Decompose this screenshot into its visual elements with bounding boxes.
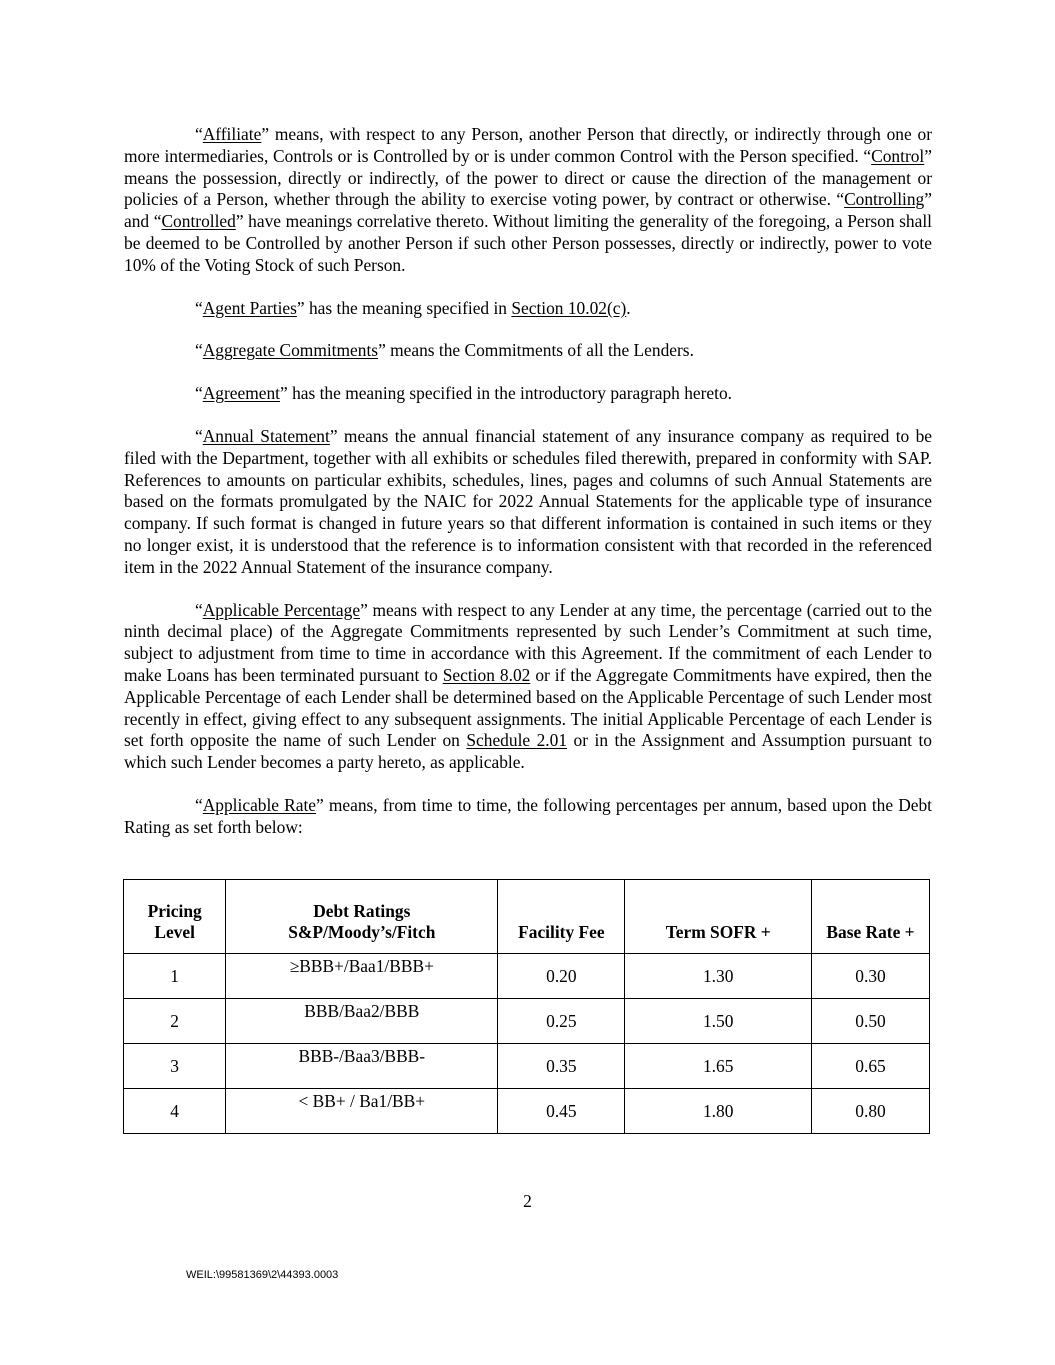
definition-affiliate: “Affiliate” means, with respect to any Person, another Person that directly, or indirectly through one or more intermediaries, Controls or is Controlled by or is under common Control with the Person specified. “Control” means the possession, directly or indirectly, of the power to direct or cause the direction of the management or policies of a Person, whether through the ability to exercise voting power, by contract or otherwise. “Controlling” and “Controlled” have meanings correlative thereto. Without limiting the generality of the foregoing, a Person shall be deemed to be Controlled by another Person if such other Person possesses, directly or indirectly, power to vote 10% of the Voting Stock of such Person. bbox=[124, 124, 932, 275]
cell-rating: ≥BBB+/Baa1/BBB+ bbox=[226, 954, 498, 999]
cell-rating: BBB-/Baa3/BBB- bbox=[226, 1044, 498, 1089]
definition-agent-parties: “Agent Parties” has the meaning specified in Section 10.02(c). bbox=[195, 297, 631, 318]
defined-term: Agreement bbox=[202, 383, 280, 404]
cell-term-sofr: 1.30 bbox=[625, 954, 812, 999]
defined-term: Applicable Percentage bbox=[202, 599, 361, 620]
cell-term-sofr: 1.50 bbox=[625, 999, 812, 1044]
table-row bbox=[124, 954, 930, 999]
definition-agreement: “Agreement” has the meaning specified in the introductory paragraph hereto. bbox=[195, 383, 732, 404]
defined-term: Applicable Rate bbox=[202, 794, 317, 815]
cell-level: 1 bbox=[124, 954, 226, 999]
cell-rating: < BB+ / Ba1/BB+ bbox=[226, 1089, 498, 1134]
cell-level: 3 bbox=[124, 1044, 226, 1089]
cell-base-rate: 0.50 bbox=[812, 999, 930, 1044]
cell-term-sofr: 1.65 bbox=[625, 1044, 812, 1089]
header-debt-ratings: Debt Ratings S&P/Moody’s/Fitch bbox=[226, 880, 498, 954]
schedule-reference: Schedule 2.01 bbox=[466, 730, 568, 751]
header-facility-fee: Facility Fee bbox=[498, 880, 625, 954]
defined-term: Controlled bbox=[161, 211, 236, 232]
defined-term: Agent Parties bbox=[202, 297, 297, 318]
cell-level: 4 bbox=[124, 1089, 226, 1134]
definition-applicable-percentage: “Applicable Percentage” means with respect to any Lender at any time, the percentage (carried out to the ninth decimal place) of the Aggregate Commitments represented by such Lender’s Commitment at such time, subject to adjustment from time to time in accordance with this Agreement. If the commitment of each Lender to make Loans has been terminated pursuant to Section 8.02 or if the Aggregate Commitments have expired, then the Applicable Percentage of each Lender shall be determined based on the Applicable Percentage of such Lender most recently in effect, giving effect to any subsequent assignments. The initial Applicable Percentage of each Lender is set forth opposite the name of such Lender on Schedule 2.01 or in the Assignment and Assumption pursuant to which such Lender becomes a party hereto, as applicable. bbox=[124, 599, 932, 773]
cell-base-rate: 0.80 bbox=[812, 1089, 930, 1134]
cell-level: 2 bbox=[124, 999, 226, 1044]
table-row bbox=[124, 1044, 930, 1089]
definition-annual-statement: “Annual Statement” means the annual financial statement of any insurance company as required to be filed with the Department, together with all exhibits or schedules filed therewith, prepared in conformity with SAP. References to amounts on particular exhibits, schedules, lines, pages and columns of such Annual Statements are based on the formats promulgated by the NAIC for 2022 Annual Statements for the applicable type of insurance company. If such format is changed in future years so that different information is contained in such items or they no longer exist, it is understood that the reference is to information consistent with that recorded in the referenced item in the 2022 Annual Statement of the insurance company. bbox=[124, 425, 932, 577]
header-base-rate: Base Rate + bbox=[812, 880, 930, 954]
pricing-table bbox=[123, 879, 930, 1134]
table-row bbox=[124, 999, 930, 1044]
document-body bbox=[124, 124, 932, 860]
document-footer-id: WEIL:\99581369\2\44393.0003 bbox=[186, 1269, 339, 1281]
cell-rating: BBB/Baa2/BBB bbox=[226, 999, 498, 1044]
cell-facility-fee: 0.20 bbox=[498, 954, 625, 999]
cell-term-sofr: 1.80 bbox=[625, 1089, 812, 1134]
cell-facility-fee: 0.35 bbox=[498, 1044, 625, 1089]
section-reference: Section 8.02 bbox=[442, 664, 531, 685]
table-header-row bbox=[124, 880, 930, 954]
definition-aggregate-commitments: “Aggregate Commitments” means the Commitments of all the Lenders. bbox=[195, 340, 694, 361]
cell-base-rate: 0.65 bbox=[812, 1044, 930, 1089]
cell-base-rate: 0.30 bbox=[812, 954, 930, 999]
defined-term: Annual Statement bbox=[202, 425, 330, 446]
section-reference: Section 10.02(c) bbox=[511, 297, 627, 318]
definition-applicable-rate: “Applicable Rate” means, from time to time, the following percentages per annum, based upon the Debt Rating as set forth below: bbox=[124, 794, 932, 837]
page-number: 2 bbox=[523, 1191, 532, 1211]
defined-term: Control bbox=[871, 145, 925, 166]
cell-facility-fee: 0.25 bbox=[498, 999, 625, 1044]
header-term-sofr: Term SOFR + bbox=[625, 880, 812, 954]
header-pricing-level: Pricing Level bbox=[124, 880, 226, 954]
table-row bbox=[124, 1089, 930, 1134]
defined-term: Affiliate bbox=[202, 124, 262, 144]
cell-facility-fee: 0.45 bbox=[498, 1089, 625, 1134]
defined-term: Controlling bbox=[844, 189, 925, 210]
defined-term: Aggregate Commitments bbox=[202, 340, 379, 361]
